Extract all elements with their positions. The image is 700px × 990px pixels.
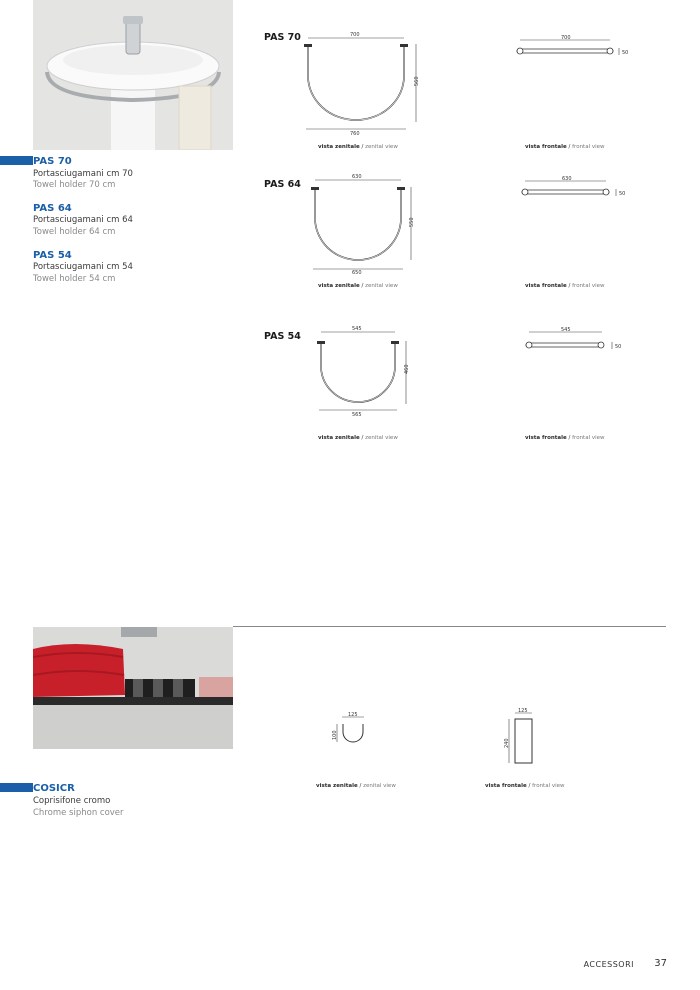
blue-marker-cosicr — [0, 783, 33, 792]
drawing-label-pas64: PAS 64 — [264, 179, 301, 190]
washbasin-illustration — [33, 0, 233, 150]
pas54-front-dim: 545 — [561, 327, 571, 333]
pas54-depth-dim: 460 — [404, 364, 410, 374]
pas70-top-dim: 700 — [350, 32, 360, 38]
page-number: 37 — [654, 958, 667, 969]
cosicr-front-h: 240 — [504, 738, 510, 748]
siphon-photo — [33, 627, 233, 749]
product-code-pas64: PAS 64 — [33, 203, 72, 214]
product-code-pas70: PAS 70 — [33, 156, 72, 167]
siphon-illustration — [33, 627, 233, 749]
cosicr-zen-w: 125 — [348, 712, 358, 718]
pas64-front-dim: 630 — [562, 176, 572, 182]
pas54-zenital-drawing — [315, 326, 425, 418]
product-desc-en-pas70: Towel holder 70 cm — [33, 180, 116, 190]
product-desc-en-pas54: Towel holder 54 cm — [33, 274, 116, 284]
cosicr-front-w: 125 — [518, 708, 528, 714]
caption-zenital-cosicr: vista zenitale / zenital view — [316, 783, 396, 789]
pas70-front-dim: 700 — [561, 35, 571, 41]
caption-frontal-cosicr: vista frontale / frontal view — [485, 783, 565, 789]
pas54-front-h: 50 — [615, 344, 622, 350]
pas64-front-h: 50 — [619, 191, 626, 197]
section-divider — [233, 626, 666, 627]
product-desc-it-pas64: Portasciugamani cm 64 — [33, 215, 133, 225]
product-desc-it-pas54: Portasciugamani cm 54 — [33, 262, 133, 272]
product-desc-it-cosicr: Coprisifone cromo — [33, 796, 111, 806]
caption-frontal-pas70: vista frontale / frontal view — [525, 144, 605, 150]
blue-marker — [0, 156, 33, 165]
product-code-cosicr: COSICR — [33, 783, 75, 794]
pas54-bottom-dim: 565 — [352, 412, 362, 418]
pas64-bottom-dim: 650 — [352, 270, 362, 276]
caption-frontal-pas54: vista frontale / frontal view — [525, 435, 605, 441]
washbasin-photo — [33, 0, 233, 150]
cosicr-zenital-drawing — [330, 712, 370, 752]
pas70-depth-dim: 560 — [414, 76, 420, 86]
pas70-frontal-drawing — [515, 36, 630, 62]
caption-zenital-pas54: vista zenitale / zenital view — [318, 435, 398, 441]
product-desc-it-pas70: Portasciugamani cm 70 — [33, 169, 133, 179]
product-code-pas54: PAS 54 — [33, 250, 72, 261]
pas70-bottom-dim: 760 — [350, 131, 360, 137]
pas64-top-dim: 630 — [352, 174, 362, 180]
product-desc-en-cosicr: Chrome siphon cover — [33, 808, 124, 818]
product-desc-en-pas64: Towel holder 64 cm — [33, 227, 116, 237]
drawing-label-pas54: PAS 54 — [264, 331, 301, 342]
drawing-label-pas70: PAS 70 — [264, 32, 301, 43]
caption-frontal-pas64: vista frontale / frontal view — [525, 283, 605, 289]
pas64-depth-dim: 550 — [409, 217, 415, 227]
cosicr-frontal-drawing — [502, 708, 542, 768]
pas64-zenital-drawing — [309, 172, 419, 274]
footer-section-title: ACCESSORI — [583, 960, 634, 969]
pas70-zenital-drawing — [300, 32, 420, 137]
caption-zenital-pas64: vista zenitale / zenital view — [318, 283, 398, 289]
cosicr-zen-h: 100 — [332, 730, 338, 740]
pas70-front-h: 50 — [622, 50, 629, 56]
pas54-frontal-drawing — [524, 328, 634, 354]
caption-zenital-pas70: vista zenitale / zenital view — [318, 144, 398, 150]
pas54-top-dim: 545 — [352, 326, 362, 332]
pas64-frontal-drawing — [520, 177, 630, 203]
